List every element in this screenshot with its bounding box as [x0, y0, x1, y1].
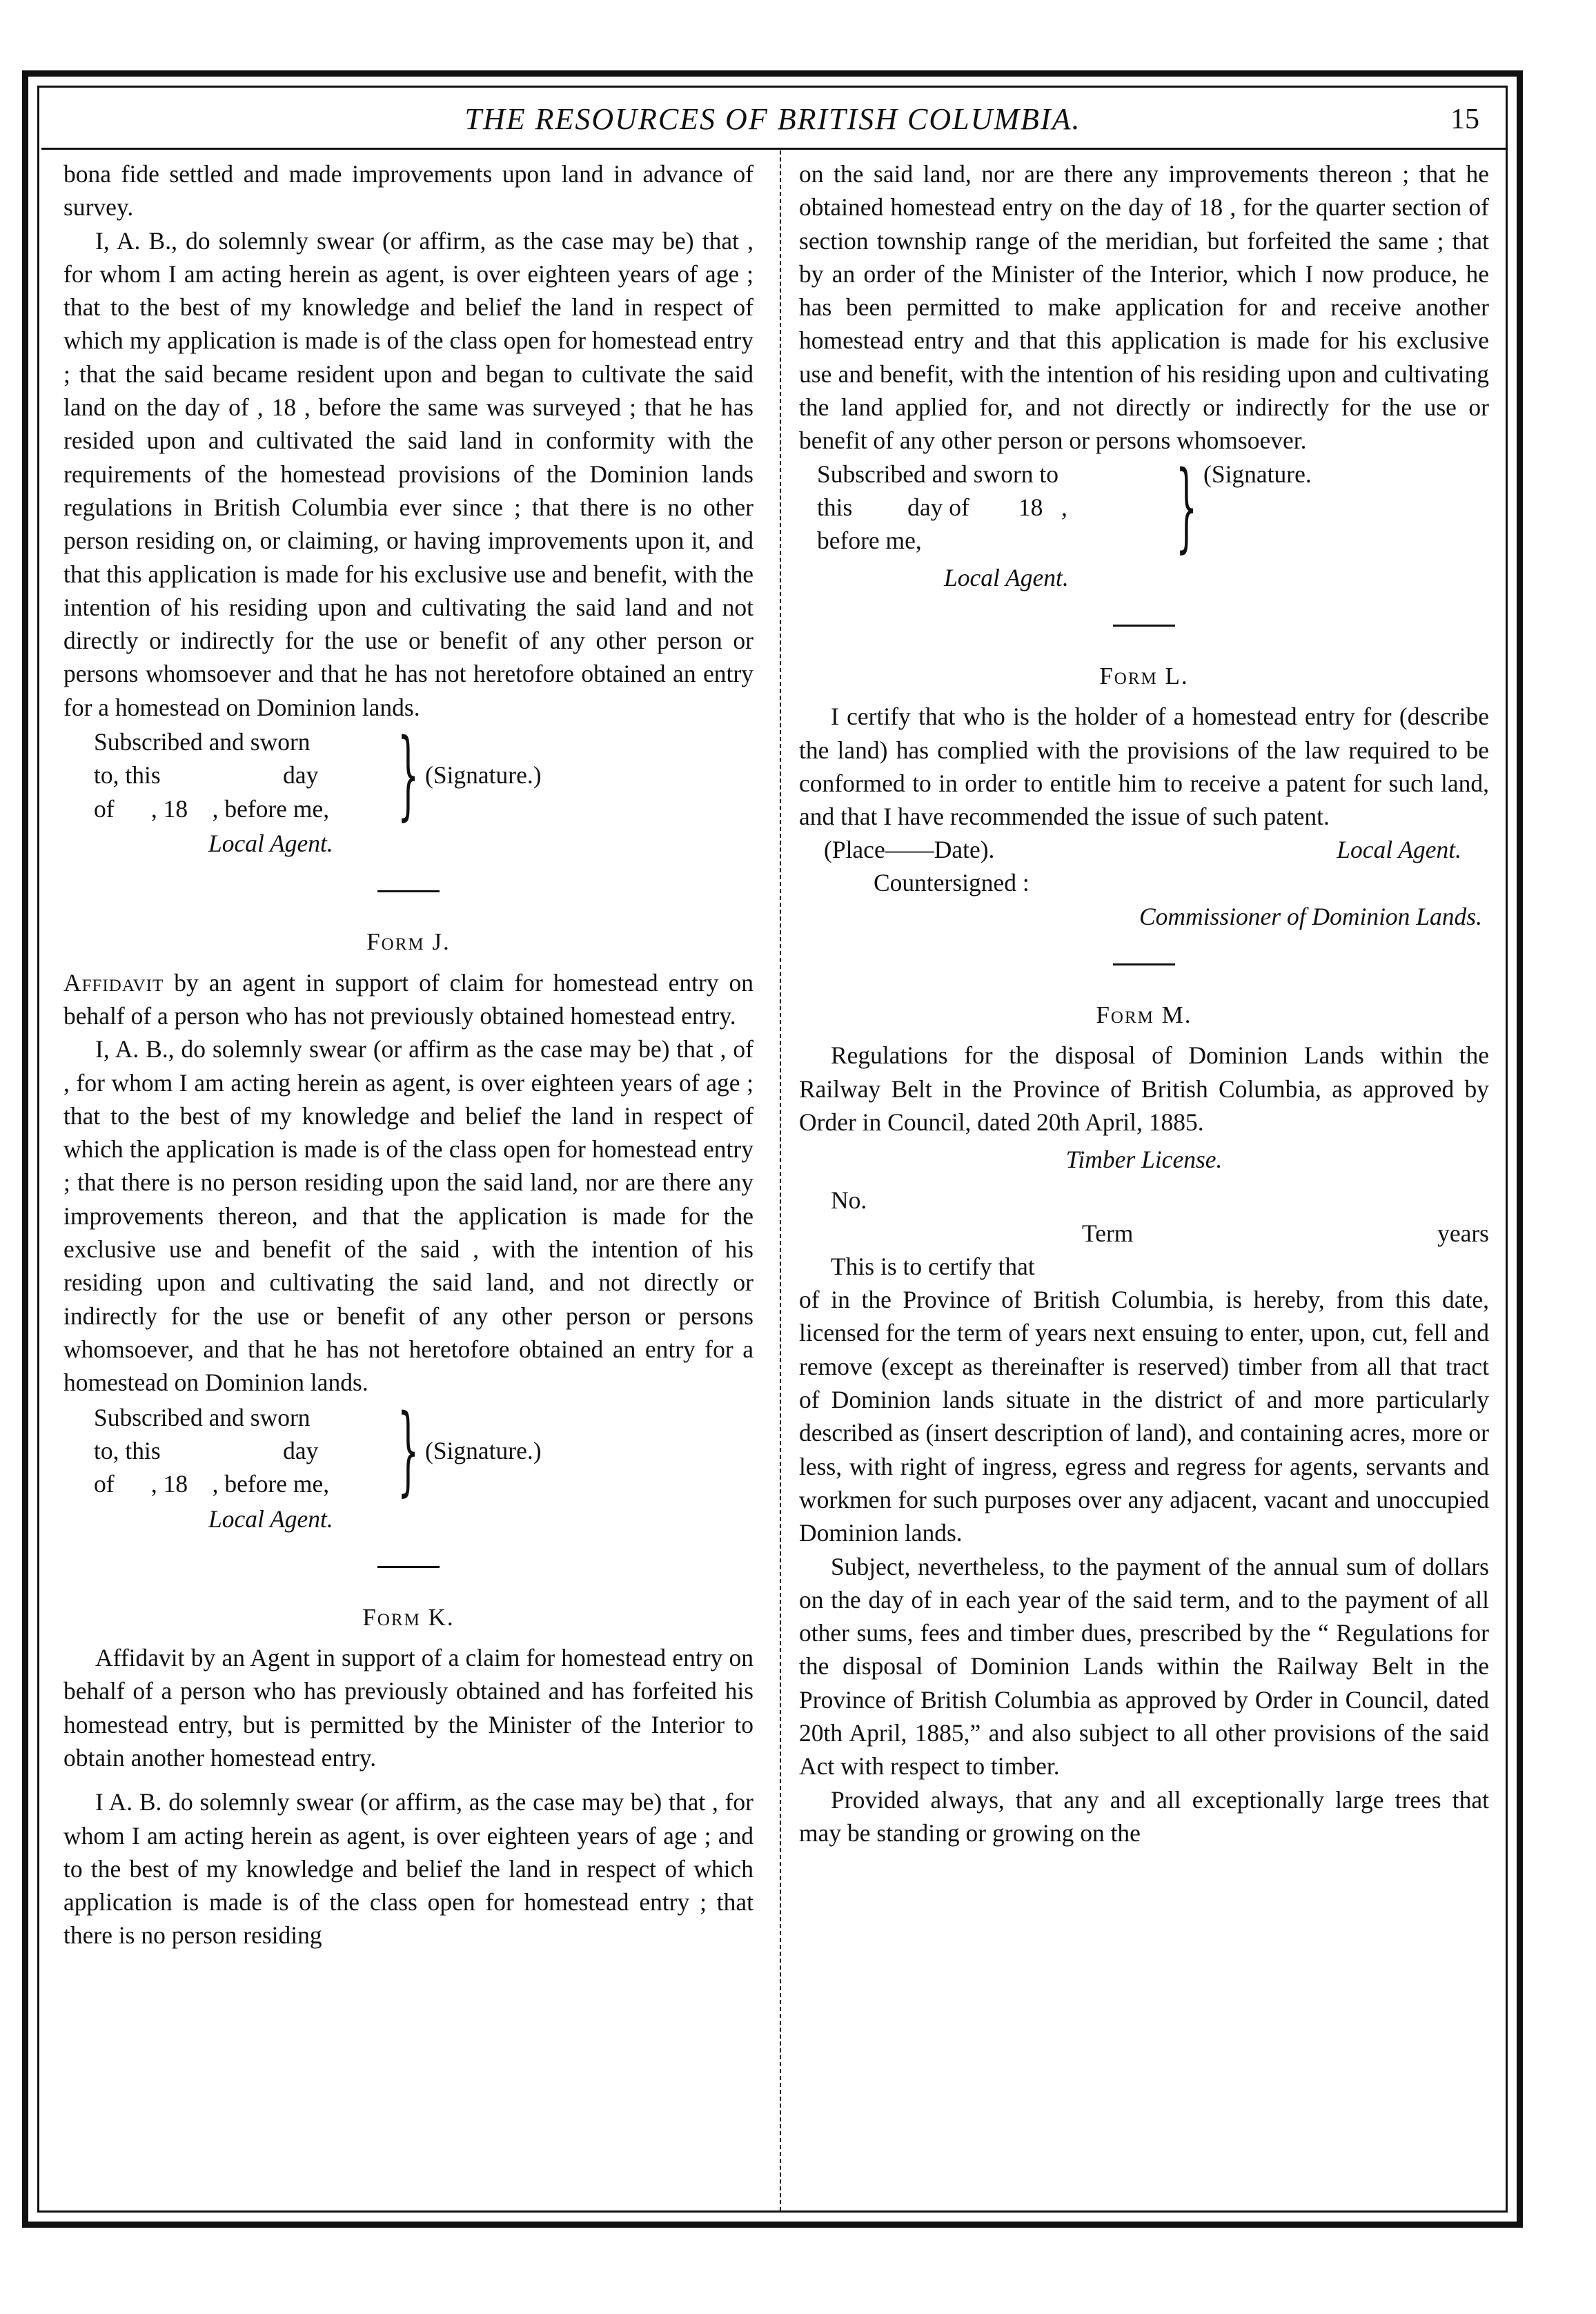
section-rule	[377, 890, 440, 892]
signature-block-3	[817, 450, 1489, 563]
column-divider	[780, 150, 781, 2211]
local-agent-label: Local Agent.	[208, 830, 333, 858]
sig-line: this day of 18 ,	[817, 493, 1067, 521]
sig-line: to, this day	[94, 761, 319, 790]
section-rule	[1113, 625, 1175, 627]
form-m-title: Form M.	[1096, 1001, 1192, 1029]
affidavit-lead: Affidavit	[63, 968, 164, 997]
continuation-paragraph: on the said land, nor are there any improvements thereon ; that he obtained homestead entry on the day of 18 , for the quarter section of section township range of the meridian, but forfeited the same ; that by an order of the Minister of the Interior, which I now produce, he has been permitted to make application for and receive another homestead entry and that this application is made for his exclusive use and benefit, with the intention of his residing upon and cultivating the land applied for, and not directly or indirectly for the use or benefit of any other person or persons whomsoever.	[799, 160, 1489, 455]
sig-line: of , 18 , before me,	[94, 1470, 330, 1498]
signature-block-1	[94, 718, 753, 832]
local-agent-label: Local Agent.	[944, 563, 1069, 591]
form-m-description: Regulations for the disposal of Dominion Lands within the Railway Belt in the Province of British Columbia, as approved by Order in Council, dated 20th April, 1885.	[799, 1041, 1489, 1136]
license-body: of in the Province of British Columbia, is hereby, from this date, licensed for the term of years next ensuing to enter, upon, cut, fell and remove (except as thereinafter is reserved) timber from all that tract of Dominion lands situate in the district of and more particularly described as (insert description of land), and containing acres, more or less, with right of ingress, egress and regress for agents, servants and workmen for such purposes over any adjacent, vacant and unoccupied Dominion lands.	[799, 1286, 1489, 1547]
form-l-agent: Local Agent.	[1337, 836, 1461, 864]
provided-paragraph: Provided always, that any and all exceptionally large trees that may be standing or growing on the	[799, 1785, 1489, 1847]
page-number: 15	[1450, 104, 1479, 135]
signature-label: (Signature.	[1203, 460, 1312, 488]
term-line	[799, 1217, 1489, 1250]
sig-line: before me,	[817, 527, 922, 555]
sig-line: to, this day	[94, 1436, 319, 1464]
form-l-text: I certify that who is the holder of a homestead entry for (describe the land) has complied with the provisions of the law required to be conformed to in order to entitle him to receive a patent for such land, and that I have recommended the issue of such patent.	[799, 703, 1489, 831]
intro-paragraph: bona fide settled and made improvements upon land in advance of survey.	[63, 160, 753, 222]
place-date: (Place——Date).	[824, 836, 995, 864]
right-column	[799, 157, 1489, 1850]
section-rule	[1113, 963, 1175, 965]
signature-label: (Signature.)	[425, 1436, 542, 1464]
term-label: Term	[1082, 1219, 1134, 1247]
license-number-label: No.	[831, 1186, 867, 1214]
header-rule	[41, 148, 1506, 150]
brace-icon: }	[397, 1393, 420, 1507]
years-label: years	[1437, 1219, 1489, 1247]
certify-line: This is to certify that	[831, 1252, 1035, 1280]
sig-line: Subscribed and sworn	[94, 728, 311, 756]
signature-label: (Signature.)	[425, 761, 542, 790]
sig-line: Subscribed and sworn	[94, 1403, 311, 1431]
form-j-desc-text: by an agent in support of claim for homestead entry on behalf of a person who has not previously obtained homestead entry.	[63, 968, 753, 1030]
place-date-line	[799, 833, 1489, 866]
left-column	[63, 157, 753, 1952]
local-agent-label: Local Agent.	[208, 1504, 333, 1533]
sig-line: of , 18 , before me,	[94, 794, 330, 823]
oath-paragraph-1: I, A. B., do solemnly swear (or affirm, as the case may be) that , for whom I am acting herein as agent, is over eighteen years of age ; that to the best of my knowledge and belief the land in respect of which my application is made is of the class open for homestead entry ; that the said became resident upon and began to cultivate the said land on the day of , 18 , before the same was surveyed ; that he has resided upon and cultivated the said land in conformity with the requirements of the homestead provisions of the Dominion lands regulations in British Columbia ever since ; that there is no other person residing on, or claiming, or having improvements upon it, and that this application is made for his exclusive use and benefit, with the intention of his residing upon and cultivating the said land and not directly or indirectly for the use or benefit of any other person or persons whomsoever and that he has not heretofore obtained an entry for a homestead on Dominion lands.	[63, 226, 753, 721]
brace-icon: }	[1176, 450, 1198, 563]
running-title: THE RESOURCES OF BRITISH COLUMBIA.	[464, 102, 1081, 136]
signature-block-2	[94, 1393, 753, 1507]
form-j-title: Form J.	[366, 928, 451, 956]
section-rule	[377, 1566, 440, 1568]
timber-license-title: Timber License.	[1065, 1146, 1223, 1174]
brace-icon: }	[397, 718, 420, 832]
form-k-description: Affidavit by an Agent in support of a claim for homestead entry on behalf of a person who has previously obtained and has forfeited his homestead entry, but is permitted by the Minister of the Interior to obtain another homestead entry.	[63, 1644, 753, 1772]
form-j-description	[63, 966, 753, 1033]
oath-paragraph-2: I, A. B., do solemnly swear (or affirm as the case may be) that , of , for whom I am acting herein as agent, is over eighteen years of age ; that to the best of my knowledge and belief the land in respect of which the application is made is of the class open for homestead entry ; that there is no person residing upon the said land, nor are there any improvements thereon, and that the application is made for the exclusive use and benefit of the said , with the intention of his residing upon and cultivating the said land, and not directly or indirectly for the use or benefit of any other person or persons whomsoever, and that he has not heretofore obtained an entry for a homestead on Dominion lands.	[63, 1035, 753, 1397]
commissioner-label: Commissioner of Dominion Lands.	[1139, 902, 1482, 930]
countersigned-label: Countersigned :	[874, 869, 1029, 897]
oath-paragraph-3: I A. B. do solemnly swear (or affirm, as the case may be) that , for whom I am acting herein as agent, is over eighteen years of age ; and to the best of my knowledge and belief the land in respect of which application is made is of the class open for homestead entry ; that there is no person residing	[63, 1788, 753, 1950]
form-l-title: Form L.	[1099, 662, 1189, 689]
form-k-title: Form K.	[362, 1603, 455, 1631]
running-head	[41, 95, 1504, 144]
subject-paragraph: Subject, nevertheless, to the payment of the annual sum of dollars on the day of in each year of the said term, and to the payment of all other sums, fees and timber dues, prescribed by the “ Regulations for the disposal of Dominion Lands within the Railway Belt in the Province of British Columbia as approved by Order in Council, dated 20th April, 1885,” and also subject to all other provisions of the said Act with respect to timber.	[799, 1552, 1489, 1781]
sig-line: Subscribed and sworn to	[817, 460, 1059, 488]
